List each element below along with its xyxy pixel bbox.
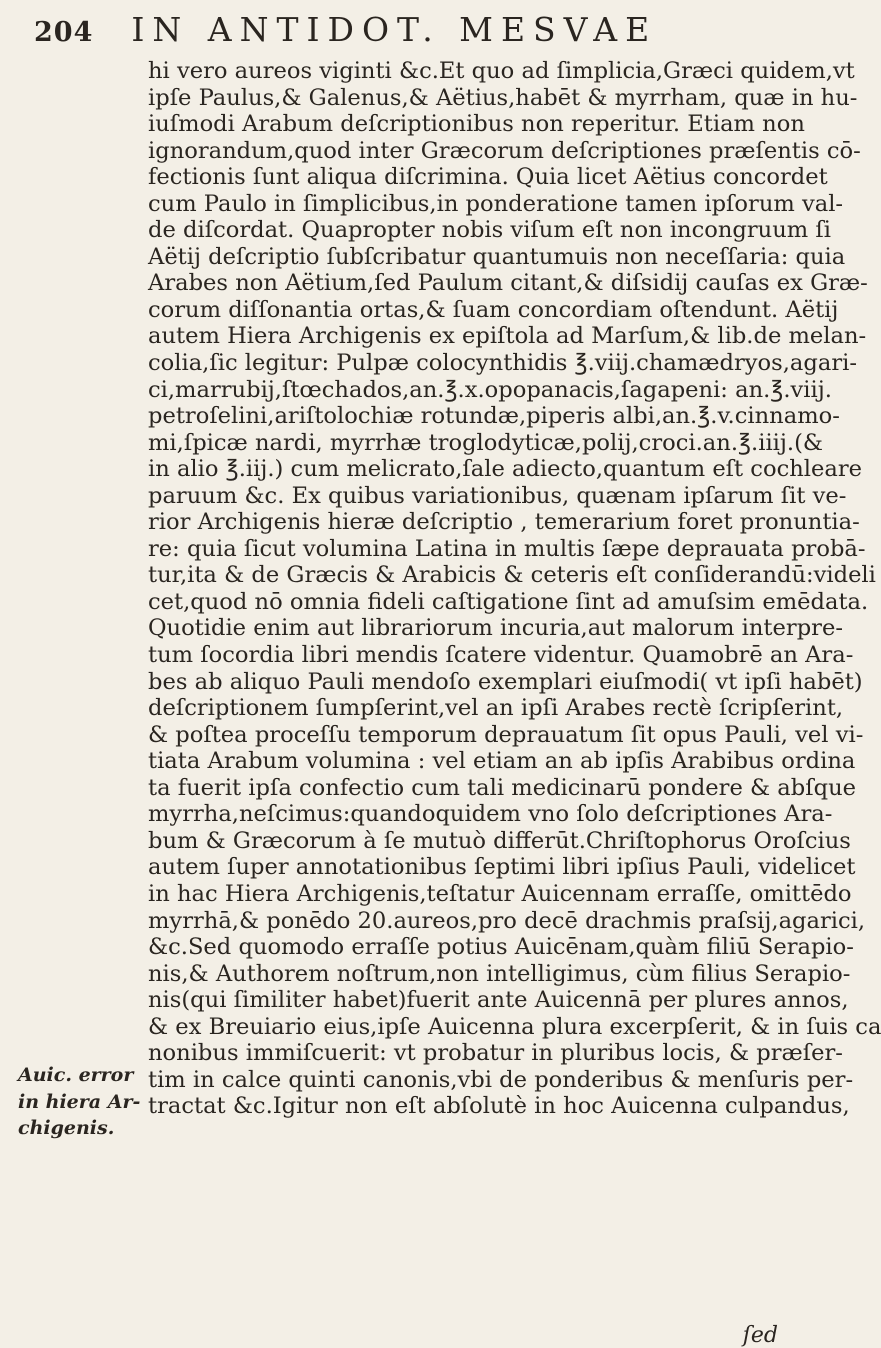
margin-note xyxy=(18,1062,146,1142)
text-line: ci,marrubij,ſtœchados,an.℥.x.opopanacis,ſagapeni: an.℥.viij. xyxy=(148,376,832,403)
text-line: tractat &c.Igitur non eſt abſolutè in hoc Auicenna culpandus, xyxy=(148,1093,850,1120)
margin-note-line: in hiera Ar- xyxy=(18,1090,141,1113)
text-line: hi vero aureos viginti &c.Et quo ad ſimplicia,Græci quidem,vt xyxy=(148,58,855,84)
text-line: bum & Græcorum à ſe mutuò differūt.Chriſtophorus Oroſcius xyxy=(148,827,851,854)
text-line: nis,& Authorem noſtrum,non intelligimus, cùm filius Serapio- xyxy=(148,960,851,987)
text-line: myrrha,neſcimus:quandoquidem vno ſolo deſcriptiones Ara- xyxy=(148,801,833,828)
page-header xyxy=(34,10,734,49)
margin-note-line: chigenis. xyxy=(18,1117,115,1140)
text-line: ipſe Paulus,& Galenus,& Aëtius,habēt & myrrham, quæ in hu- xyxy=(148,84,858,111)
catchword: ſed xyxy=(742,1323,778,1348)
text-line: colia,ſic legitur: Pulpæ colocynthidis ℥.viij.chamædryos,agari- xyxy=(148,350,857,377)
page-number: 204 xyxy=(34,17,94,48)
text-line: re: quia ſicut volumina Latina in multis ſæpe deprauata probā- xyxy=(148,535,866,562)
text-line: petroſelini,ariſtolochiæ rotundæ,piperis albi,an.℥.v.cinnamo- xyxy=(148,403,840,430)
text-line: rior Archigenis hieræ deſcriptio , temerarium foret pronuntia- xyxy=(148,509,860,536)
text-line: in alio ℥.iij.) cum melicrato,ſale adiecto,quantum eſt cochleare xyxy=(148,456,863,483)
text-line: Quotidie enim aut librariorum incuria,aut malorum interpre- xyxy=(148,615,843,642)
text-line: ignorandum,quod inter Græcorum deſcriptiones præſentis cō- xyxy=(148,137,861,164)
text-line: mi,ſpicæ nardi, myrrhæ troglodyticæ,polij,croci.an.℥.iiij.(& xyxy=(148,429,824,456)
text-line: deſcriptionem ſumpſerint,vel an ipſi Arabes rectè ſcripſerint, xyxy=(148,695,844,722)
text-line: bes ab aliquo Pauli mendoſo exemplari eiuſmodi( vt ipſi habēt) xyxy=(148,668,863,695)
text-line: & ex Breuiario eius,ipſe Auicenna plura excerpſerit, & in ſuis ca xyxy=(148,1013,881,1040)
text-line: nonibus immiſcuerit: vt probatur in pluribus locis, & præſer- xyxy=(148,1040,843,1067)
text-line: Aëtij deſcriptio ſubſcribatur quantumuis non neceſſaria: quia xyxy=(148,243,846,270)
text-line: & poſtea proceſſu temporum deprauatum ſit opus Pauli, vel vi- xyxy=(148,721,864,748)
text-line: in hac Hiera Archigenis,teſtatur Auicennam erraſſe, omittēdo xyxy=(148,880,852,907)
margin-note-line: Auic. error xyxy=(18,1064,134,1086)
text-line: nis(qui ſimiliter habet)fuerit ante Auicennā per plures annos, xyxy=(148,987,849,1014)
body-text xyxy=(148,58,881,1120)
text-line: corum diſſonantia ortas,& ſuam concordiam oſtendunt. Aëtij xyxy=(148,296,839,323)
text-line: paruum &c. Ex quibus variationibus, quænam ipſarum ſit ve- xyxy=(148,482,847,509)
text-line: tur,ita & de Græcis & Arabicis & ceteris eſt conſiderandū:videli xyxy=(148,562,876,589)
text-line: &c.Sed quomodo erraſſe potius Auicēnam,quàm filiū Serapio- xyxy=(148,934,854,961)
text-line: cum Paulo in ſimplicibus,in ponderatione tamen ipſorum val- xyxy=(148,190,844,217)
text-line: tum ſocordia libri mendis ſcatere videntur. Quamobrē an Ara- xyxy=(148,642,854,669)
text-line: tim in calce quinti canonis,vbi de ponderibus & menſuris per- xyxy=(148,1066,854,1093)
text-line: de diſcordat. Quapropter nobis viſum eſt non incongruum ſi xyxy=(148,217,831,244)
text-line: autem ſuper annotationibus ſeptimi libri ipſius Pauli, videlicet xyxy=(148,854,856,881)
text-line: tiata Arabum volumina : vel etiam an ab ipſis Arabibus ordina xyxy=(148,748,856,775)
text-line: fectionis ſunt aliqua diſcrimina. Quia licet Aëtius concordet xyxy=(148,164,828,191)
text-line: iuſmodi Arabum deſcriptionibus non reperitur. Etiam non xyxy=(148,111,805,138)
running-title: IN ANTIDOT. MESVAE xyxy=(131,10,658,49)
text-line: autem Hiera Archigenis ex epiſtola ad Marſum,& lib.de melan- xyxy=(148,323,867,350)
text-line: myrrhā,& ponēdo 20.aureos,pro decē drachmis praſsij,agarici, xyxy=(148,907,866,934)
text-line: ta fuerit ipſa confectio cum tali medicinarū pondere & abſque xyxy=(148,774,856,801)
text-line: cet,quod nō omnia fideli caſtigatione ſint ad amuſsim emēdata. xyxy=(148,588,869,615)
text-line: Arabes non Aëtium,ſed Paulum citant,& diſsidij cauſas ex Græ- xyxy=(148,270,868,297)
